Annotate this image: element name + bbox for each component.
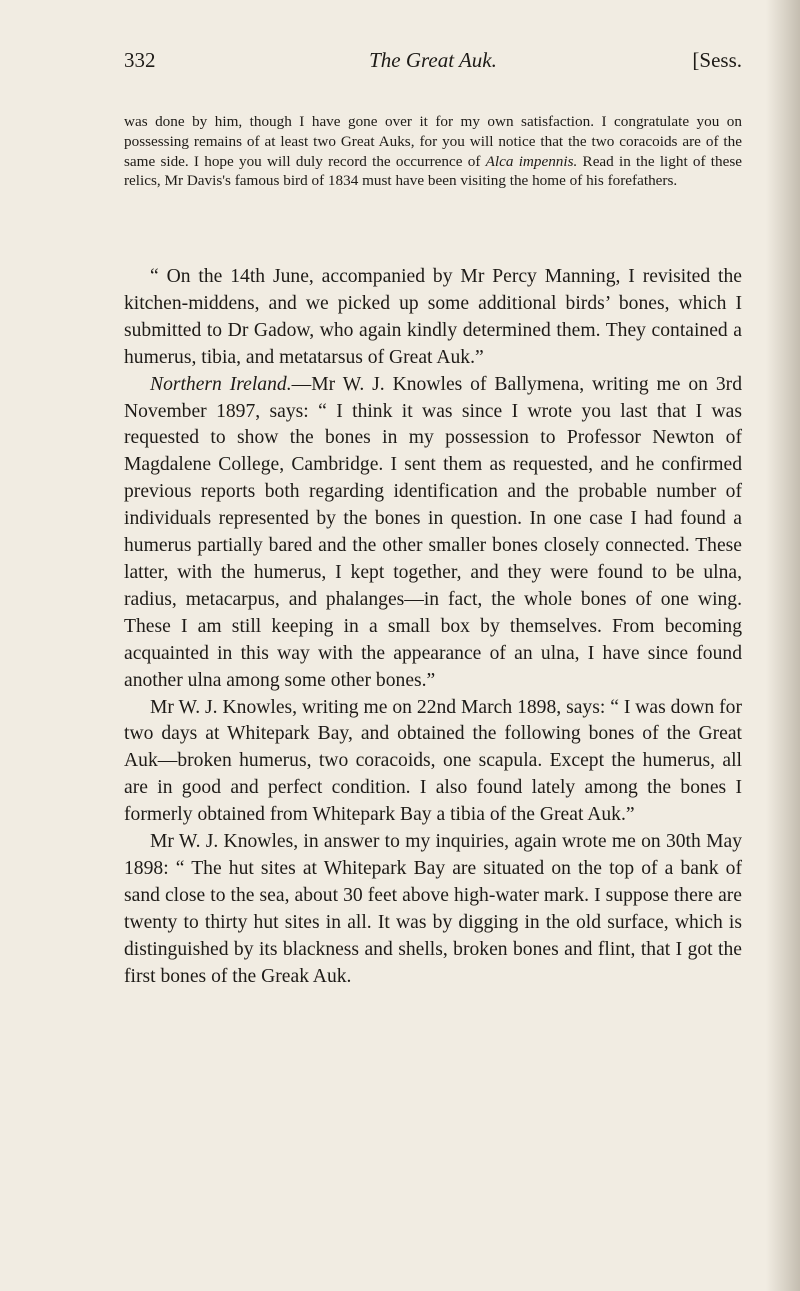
running-title: The Great Auk. [369,48,497,72]
paragraph-northern-ireland [124,372,742,695]
quote-text-start: was done by him, though I have gone over it for my own satisfaction. I congratulate you on possessing remains of at least two Great Auks, for you will notice that the two coracoids are of the same side. I hope you will duly record the occurrence of [124,113,742,170]
section-heading-northern-ireland: Northern Ireland. [150,373,292,395]
running-header [124,48,742,82]
paragraph-may-1898: Mr W. J. Knowles, in answer to my inquiries, again wrote me on 30th May 1898: “ The hut sites at Whitepark Bay are situated on the top of a bank of sand close to the sea, about 30 feet above high-water mark. I suppose there are twenty to thirty hut sites in all. It was by digging in the old surface, which is distinguished by its blackness and shells, broken bones and flint, that I got the first bones of the Greak Auk. [124,831,742,987]
quote-continuation [124,112,742,191]
quote-text-end: Read in the light of these relics, Mr Davis's famous bird of 1834 must have been visiting the home of his forefathers. [124,152,743,190]
page-number: 332 [124,48,156,72]
page-edge-shadow [766,0,800,1291]
paragraph-march-1898: Mr W. J. Knowles, writing me on 22nd March 1898, says: “ I was down for two days at Whitepark Bay, and obtained the following bones of the Great Auk—broken humerus, two coracoids, one scapula. Except the humerus, all are in good and perfect condition. I also found lately among the bones I formerly obtained from Whitepark Bay a tibia of the Great Auk.” [124,696,742,826]
session-label: [Sess. [692,48,742,72]
paragraph-manning: “ On the 14th June, accompanied by Mr Percy Manning, I revisited the kitchen-middens, and we picked up some additional birds’ bones, which I submitted to Dr Gadow, who again kindly determined them. They contained a humerus, tibia, and metatarsus of Great Auk.” [124,266,742,368]
paragraph-northern-ireland-text: —Mr W. J. Knowles of Ballymena, writing me on 3rd November 1897, says: “ I think it was since I wrote you last that I was requested to show the bones in my possession to Professor Newton of Magdalene College, Cambridge. I sent them as requested, and he confirmed previous reports both regarding identification and the probable number of individuals represented by the bones in question. In one case I had found a humerus partially bared and the other smaller bones closely connected. These latter, with the humerus, I kept together, and they were found to be ulna, radius, metacarpus, and phalanges—in fact, the whole bones of one wing. These I am still keeping in a small box by themselves. From becoming acquainted in this way with the appearance of an ulna, I have since found another ulna among some other bones.” [124,373,742,691]
species-name: Alca impennis. [485,152,578,170]
quote-continuation-paragraph [124,112,742,191]
body-text [124,264,742,990]
